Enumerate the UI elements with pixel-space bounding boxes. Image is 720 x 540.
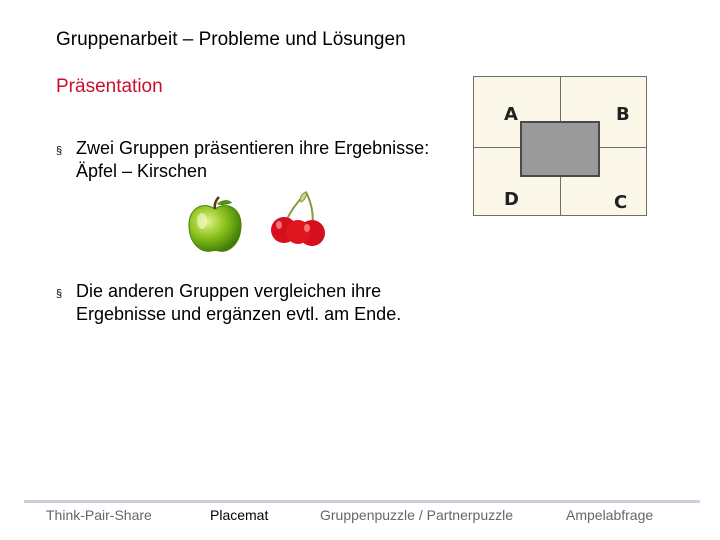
bullet-item	[56, 280, 456, 326]
bullet-text: Zwei Gruppen präsentieren ihre Ergebnisse: Äpfel – Kirschen	[76, 138, 430, 181]
placemat-center-field	[520, 121, 600, 177]
footer-link-placemat[interactable]: Placemat	[210, 507, 269, 523]
bullet-marker: §	[56, 145, 63, 157]
placemat-label-d: D	[504, 189, 519, 210]
apple-icon	[186, 195, 244, 255]
footer-divider	[24, 500, 700, 503]
footer-link-gruppenpuzzle[interactable]: Gruppenpuzzle / Partnerpuzzle	[320, 507, 513, 523]
cherries-icon	[268, 190, 332, 248]
slide-subtitle: Präsentation	[56, 76, 163, 97]
footer-link-ampelabfrage[interactable]: Ampelabfrage	[566, 507, 654, 523]
placemat-label-c: C	[614, 192, 628, 213]
footer-link-think-pair-share[interactable]: Think-Pair-Share	[46, 507, 152, 523]
bullet-item	[56, 137, 456, 183]
bullet-text: Die anderen Gruppen vergleichen ihre Ergebnisse und ergänzen evtl. am Ende.	[76, 281, 402, 324]
slide-title: Gruppenarbeit – Probleme und Lösungen	[56, 29, 406, 50]
placemat-diagram	[473, 76, 647, 216]
placemat-label-a: A	[504, 104, 518, 125]
placemat-label-b: B	[616, 104, 630, 125]
bullet-marker: §	[56, 288, 63, 300]
